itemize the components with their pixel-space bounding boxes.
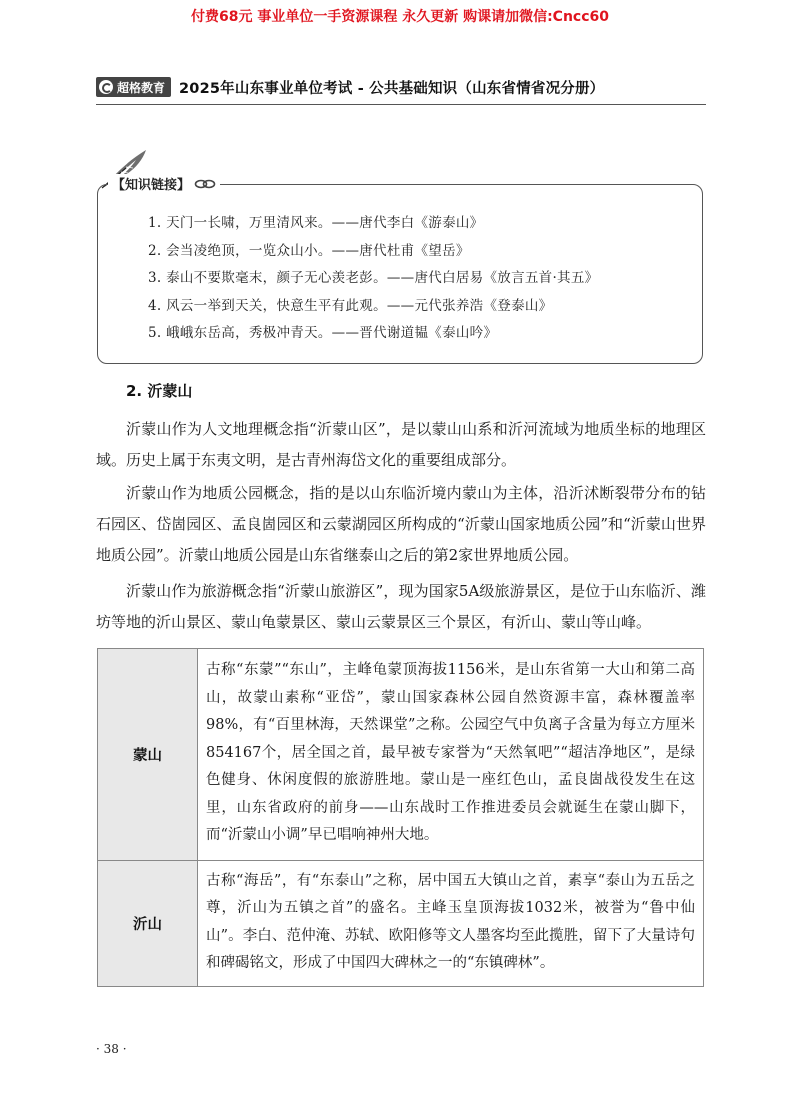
brand-logo (96, 77, 171, 97)
poem-item: 4. 风云一举到天关，快意生平有此观。——元代张养浩《登泰山》 (148, 297, 553, 314)
header-title: 2025年山东事业单位考试 - 公共基础知识（山东省情省况分册） (179, 80, 605, 97)
poem-item: 2. 会当凌绝顶，一览众山小。——唐代杜甫《望岳》 (148, 242, 470, 259)
watermark-banner: 付费68元 事业单位一手资源课程 永久更新 购课请加微信:Cncc60 (190, 9, 610, 25)
poem-list (148, 210, 598, 348)
paragraph-geopark: 沂蒙山作为地质公园概念，指的是以山东临沂境内蒙山为主体，沿沂沭断裂带分布的钻石园区、岱崮园区、孟良崮园区和云蒙湖园区所构成的“沂蒙山国家地质公园”和“沂蒙山世界地质公园”。沂蒙山地质公园是山东省继泰山之后的第2家世界地质公园。 (96, 484, 706, 564)
mountain-info-table (97, 648, 704, 987)
table-row (98, 649, 704, 861)
poem-item: 1. 天门一长啸，万里清风来。——唐代李白《游泰山》 (148, 215, 484, 231)
page-number: · 38 · (96, 1042, 127, 1056)
logo-text: 超格教育 (117, 80, 166, 95)
paragraph-tourism: 沂蒙山作为旅游概念指“沂蒙山旅游区”，现为国家5A级旅游景区，是位于山东临沂、潍坊等地的沂山景区、蒙山龟蒙景区、蒙山云蒙景区三个景区，有沂山、蒙山等山峰。 (96, 582, 706, 631)
row-label-yishan: 沂山 (98, 861, 198, 987)
logo-mark-icon (99, 80, 113, 94)
knowledge-link-label: 【知识链接】 (112, 178, 191, 193)
header-divider (96, 104, 706, 105)
row-text-mengshan: 古称“东蒙”“东山”，主峰龟蒙顶海拔1156米，是山东省第一大山和第二高山，故蒙山素称“亚岱”，蒙山国家森林公园自然资源丰富，森林覆盖率98%，有“百里林海，天然课堂”之称。公园空气中负离子含量为每立方厘米854167个，居全国之首，最早被专家誉为“天然氧吧”“超洁净地区”，是绿色健身、休闲度假的旅游胜地。蒙山是一座红色山，孟良崮战役发生在这里，山东省政府的前身——山东战时工作推进委员会就诞生在蒙山脚下，而“沂蒙山小调”早已唱响神州大地。 (198, 649, 704, 861)
table-row (98, 861, 704, 987)
knowledge-link-tag (108, 174, 220, 193)
page-header (96, 76, 706, 98)
row-text-yishan: 古称“海岳”，有“东泰山”之称，居中国五大镇山之首，素享“泰山为五岳之尊，沂山为五镇之首”的盛名。主峰玉皇顶海拔1032米，被誉为“鲁中仙山”。李白、范仲淹、苏轼、欧阳修等文人墨客均至此揽胜，留下了大量诗句和碑碣铭文，形成了中国四大碑林之一的“东镇碑林”。 (198, 861, 704, 987)
section-title: 2. 沂蒙山 (126, 382, 193, 400)
row-label-mengshan: 蒙山 (98, 649, 198, 861)
paragraph-human-geography: 沂蒙山作为人文地理概念指“沂蒙山区”，是以蒙山山系和沂河流域为地质坐标的地理区域。历史上属于东夷文明，是古青州海岱文化的重要组成部分。 (96, 420, 706, 469)
poem-item: 5. 峨峨东岳高，秀极冲青天。——晋代谢道韫《泰山吟》 (148, 325, 498, 341)
chain-link-icon (194, 179, 216, 189)
poem-item: 3. 泰山不要欺毫末，颜子无心羡老彭。——唐代白居易《放言五首·其五》 (148, 270, 599, 286)
